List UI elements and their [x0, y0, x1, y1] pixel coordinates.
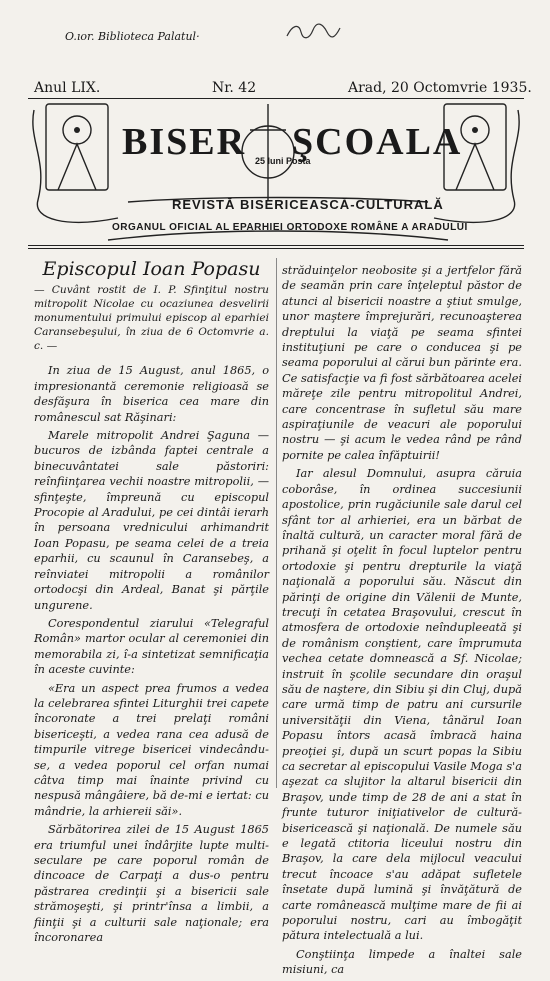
- paragraph: Iar alesul Domnului, asupra căruia coborâse, în ordinea succesiunii apostolice, prin rugăciunile sale darul cel sfânt tor al arhieriei, era un bărbat de înaltă cultură, un caracter moral fără de prihană şi oţelit în focul luptelor pentru ortodoxie şi pentru drepturile la viaţă naţională a poporului său. Născut din părinţi de origine din Vălenii de Munte, trecuţi în cetatea Braşovului, crescut în atmosfera de ortodoxie neîndupleeată şi de românism conştient, care împrumuta vechea cetate domnească a Sf. Nicolae; instruit în şcolile secundare din oraşul său de naştere, din Sibiu şi din Cluj, după care urmă timp de patru ani cursurile universităţii din Viena, tânărul Ioan Popasu întors acasă îmbracă haina preoţiei şi, după un scurt popas la Sibiu ca secretar al episcopului Vasile Moga s'a aşezat ca slujitor la altarul bisericii din Braşov, unde timp de 28 de ani a stat în frunte tuturor iniţiativelor de cultură-bisericească şi naţională. De numele său e legată ctitoria liceului nostru din Braşov, la care dela mijlocul veacului trecut încoace s'au adăpat sufletele însetate după lumină şi învăţătură de carte românească mulţime mare de fii ai poporului nostru, cari au îmbogăţit pătura intelectuală a lui.: [282, 467, 522, 943]
- issue-year: Anul LIX.: [34, 80, 101, 96]
- paragraph: Conştiinţa limpede a înaltei sale misiuni, ca: [282, 947, 522, 977]
- masthead-title-left: BISER: [122, 121, 247, 163]
- library-stamp: O.ıor. Biblioteca Palatul·: [65, 30, 200, 43]
- issue-number: Nr. 42: [212, 80, 257, 96]
- paragraph: «Era un aspect prea frumos a vedea la celebrarea sfintei Liturghii trei capete încoronate a trei prelaţi români bisericeşti, a vedea rana cea adusă de timpurile vitrege bisericei vindecându-se, a vedea poporul cel orfan numai câtva timp mai înainte privind cu nespusă mângâiere, bă de-mi e iertat: cu mândrie, la arhiereii săi».: [34, 681, 269, 818]
- header-rule-bottom-double: [28, 248, 524, 249]
- paragraph: străduinţelor neobosite şi a jertfelor fără de seamăn prin care înţeleptul păstor de atunci al bisericii noastre a ştiut smulge, unor maştere împrejurări, recunoaşterea dreptului la viaţă pe seama sfintei instituţiuni pe care o conducea şi pe seama poporului al cărui bun părinte era. Ce satisfacţie va fi fost sărbătoarea acelei măreţe zile pentru mitropolitul Andrei, care concentrase în sufletul său mare aspiraţiunile de veacuri ale poporului nostru — şi acum le vedea rând pe rând pornite pe calea înfăptuirii!: [282, 264, 522, 462]
- article-column-right: [282, 263, 522, 981]
- paragraph: Marele mitropolit Andrei Şaguna — bucuros de izbânda faptei centrale a binecuvântatei sale păstoriri: reînfiinţarea vechii noastre mitropolii, — sfinţeşte, împreună cu episcopul Procopie al Aradului, pe cei dintâi ierarh în persoana vrednicului arhimandrit Ioan Popasu, pe seama celei de a treia eparhii, cu scaunul în Caransebeş, a reînviatei mitropolii a românilor ortodocşi din Ardeal, Banat şi părţile ungurene.: [34, 429, 269, 612]
- postal-stamp: 25 Iuni Posta: [255, 156, 311, 166]
- handwritten-signature: [283, 20, 343, 42]
- header-rule-bottom: [28, 245, 524, 246]
- paragraph: Corespondentul ziarului «Telegraful Român» martor ocular al ceremoniei din memorabila zi, î-a sintetizat semnificaţia în aceste cuvinte:: [34, 616, 269, 677]
- article-column-left: [34, 258, 269, 948]
- issue-place-date: Arad, 20 Octomvrie 1935.: [348, 80, 532, 96]
- masthead-subtitle: REVISTĂ BISERICEASCĂ-CULTURALĂ: [172, 197, 444, 212]
- article-title: Episcopul Ioan Popasu: [42, 258, 261, 280]
- masthead-title-right: ŞCOALA: [292, 121, 463, 163]
- header-rule-top: [28, 98, 524, 99]
- article-lede: — Cuvânt rostit de I. P. Sfinţitul nostru mitropolit Nicolae cu ocaziunea desvelirii monumentului primului episcop al eparhiei Caransebeşului, în ziua de 6 Octomvrie a. c. —: [34, 284, 269, 353]
- paragraph: In ziua de 15 August, anul 1865, o impresionantă ceremonie religioasă se desfăşura în biserica cea mare din românescul sat Răşinari:: [34, 364, 269, 424]
- masthead-organ-line: ORGANUL OFICIAL AL EPARHIEI ORTODOXE ROMÂNE A ARADULUI: [112, 222, 468, 233]
- paragraph: Sărbătorirea zilei de 15 August 1865 era triumful unei îndârjite lupte multi-seculare pe care poporul român de dincoace de Carpaţi a dus-o pentru păstrarea credinţii şi a bisericii sale strămoşeşti, şi printr'însa a limbii, a fiinţii şi a culturii sale naţionale; era încoronarea: [34, 823, 269, 945]
- column-divider: [276, 258, 277, 788]
